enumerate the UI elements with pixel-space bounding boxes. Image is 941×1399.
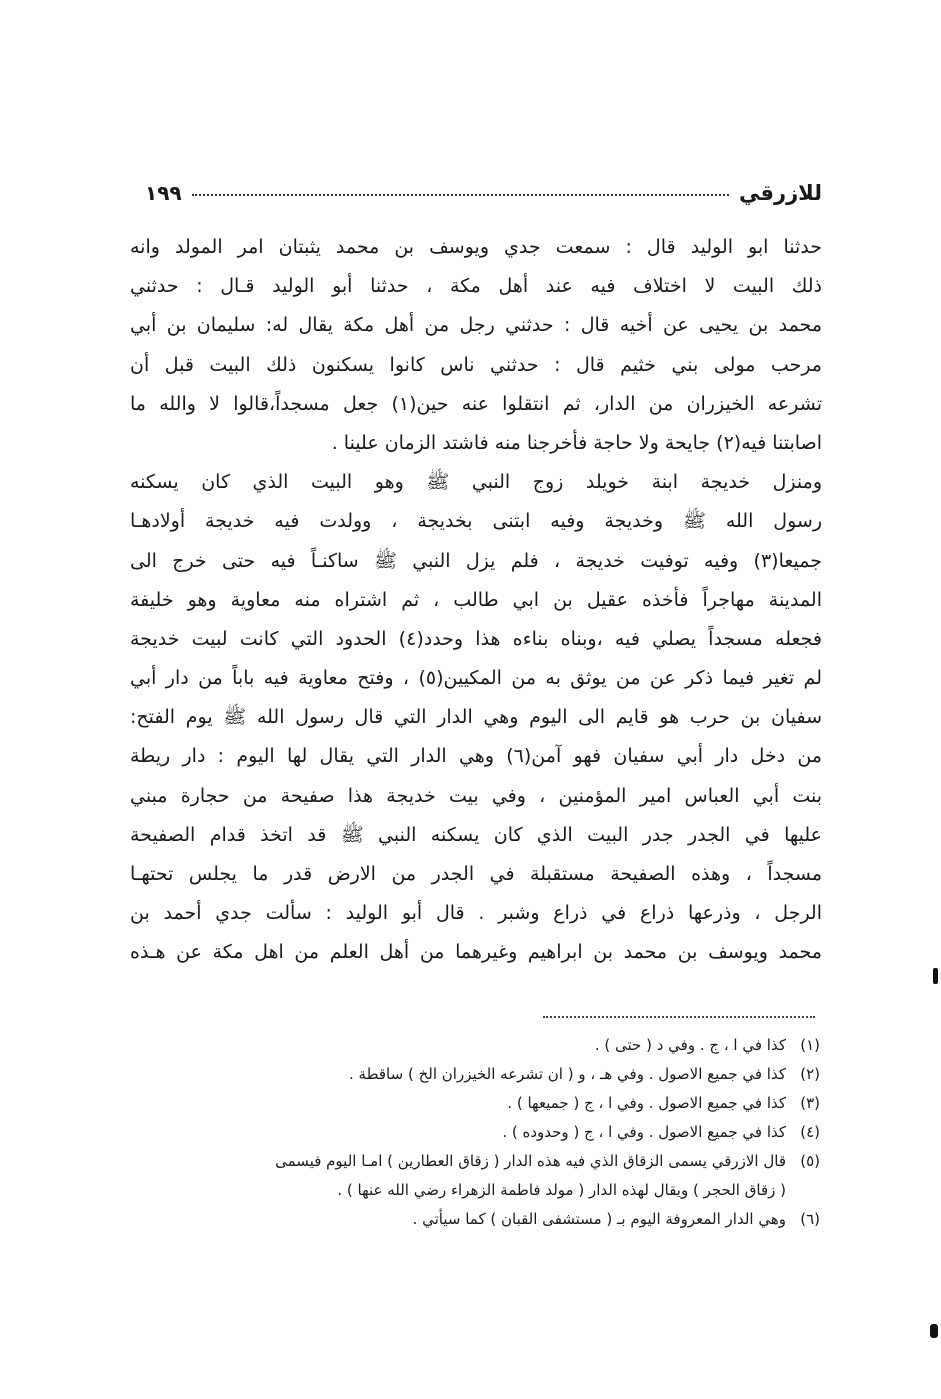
- text-line: رسول الله ﷺ وخديجة وفيه ابتنى بخديجة ، وولدت فيه خديجة أولادهـا: [130, 510, 822, 533]
- text-line: ومنزل خديجة ابنة خويلد زوج النبي ﷺ وهو البيت الذي كان يسكنه: [130, 471, 822, 494]
- footnote-number: (٢): [800, 1065, 820, 1083]
- text-line: مسجداً ، وهذه الصفيحة مستقبلة في الجدر من الارض قدر ما يجلس تحتهـا: [130, 863, 822, 885]
- footnotes: [120, 1031, 820, 1234]
- footnote-number: (١): [800, 1036, 820, 1054]
- footnote: [120, 1147, 820, 1176]
- text-line: حدثنا ابو الوليد قال : سمعت جدي ويوسف بن محمد يثبتان امر المولد وانه: [130, 236, 822, 258]
- footnote-text: كذا في جميع الاصول . وفي هـ ، و ( ان تشرعه الخيزران الخ ) ساقطة .: [349, 1065, 786, 1083]
- footnote-number: (٥): [800, 1152, 820, 1170]
- text-line: تشرعه الخيزران من الدار، ثم انتقلوا عنه حين(١) جعل مسجداً،قالوا لا والله ما: [130, 392, 822, 415]
- footnote: [120, 1089, 820, 1118]
- text-line: مرحب مولى بني خثيم قال : حدثني ناس كانوا يسكنون ذلك البيت قبل أن: [130, 353, 822, 376]
- text-line: عليها في الجدر جدر البيت الذي كان يسكنه النبي ﷺ قد اتخذ قدام الصفيحة: [130, 823, 822, 846]
- footnote: [120, 1118, 820, 1147]
- footnote-text: وهي الدار المعروفة اليوم بـ ( مستشفى القبان ) كما سيأتي .: [412, 1210, 786, 1228]
- footnote-separator: [543, 1016, 815, 1018]
- text-line: ذلك البيت لا اختلاف فيه عند أهل مكة ، حدثنا أبو الوليد قـال : حدثني: [130, 275, 822, 298]
- header-dotted-rule: [192, 194, 729, 196]
- footnote: [120, 1060, 820, 1089]
- text-line: سفيان بن حرب هو قايم الى اليوم وهي الدار التي قال رسول الله ﷺ يوم الفتح:: [130, 706, 822, 729]
- text-line: بنت أبي العباس امير المؤمنين ، وفي بيت خديجة هذا صفيحة من حجارة مبني: [130, 784, 822, 807]
- footnote-number: (٦): [800, 1210, 820, 1228]
- footnote-text: قال الازرقي يسمى الزقاق الذي فيه هذه الدار ( زقاق العطارين ) امـا اليوم فيسمى: [275, 1152, 786, 1170]
- page-number: ١٩٩: [145, 181, 182, 205]
- footnote-number: (٤): [800, 1123, 820, 1141]
- footnote-text: كذا في جميع الاصول . وفي ا ، ج ( وحدوده ) .: [502, 1123, 786, 1141]
- text-line: الرجل ، وذرعها ذراع في ذراع وشبر . قال أبو الوليد : سألت جدي أحمد بن: [130, 902, 822, 925]
- footnote-text: كذا في ا ، ج . وفي د ( حتى ) .: [594, 1036, 786, 1054]
- footnote-text: ( زقاق الحجر ) ويقال لهذه الدار ( مولد فاطمة الزهراء رضي الله عنها ) .: [337, 1181, 786, 1199]
- footnote-text: كذا في جميع الاصول . وفي ا ، ج ( جميعها ) .: [507, 1094, 786, 1112]
- footnote: [120, 1205, 820, 1234]
- text-line: من دخل دار أبي سفيان فهو آمن(٦) وهي الدار التي يقال لها اليوم : دار ريطة: [130, 745, 822, 768]
- footnote-continuation: [120, 1176, 820, 1205]
- text-line: المدينة مهاجراً فأخذه عقيل بن ابي طالب ، ثم اشتراه منه معاوية وهو خليفة: [130, 588, 822, 611]
- footnote: [120, 1031, 820, 1060]
- scan-mark: [933, 968, 938, 984]
- scan-mark: [930, 1324, 938, 1338]
- text-line: محمد ويوسف بن محمد بن ابراهيم وغيرهما من أهل العلم من اهل مكة عن هـذه: [130, 941, 822, 964]
- footnote-number: [786, 1176, 820, 1205]
- body-text: [130, 228, 822, 973]
- footnote-number: (٣): [800, 1094, 820, 1112]
- text-line: فجعله مسجداً يصلي فيه ،وبناه بناءه هذا وحدد(٤) الحدود التي كانت لبيت خديجة: [130, 627, 822, 650]
- text-line: اصابتنا فيه(٢) جايحة ولا حاجة فأخرجنا منه فاشتد الزمان علينا .: [331, 431, 822, 454]
- page-header: [145, 178, 822, 208]
- running-title: للازرقي: [738, 181, 822, 205]
- text-line: جميعا(٣) وفيه توفيت خديجة ، فلم يزل النبي ﷺ ساكنـاً فيه حتى خرج الى: [130, 549, 822, 572]
- text-line: لم تغير فيما ذكر عن من يوثق به من المكيين(٥) ، وفتح معاوية فيه باباً من دار أبي: [130, 667, 822, 690]
- text-line: محمد بن يحيى عن أخيه قال : حدثني رجل من أهل مكة يقال له: سليمان بن أبي: [130, 314, 822, 337]
